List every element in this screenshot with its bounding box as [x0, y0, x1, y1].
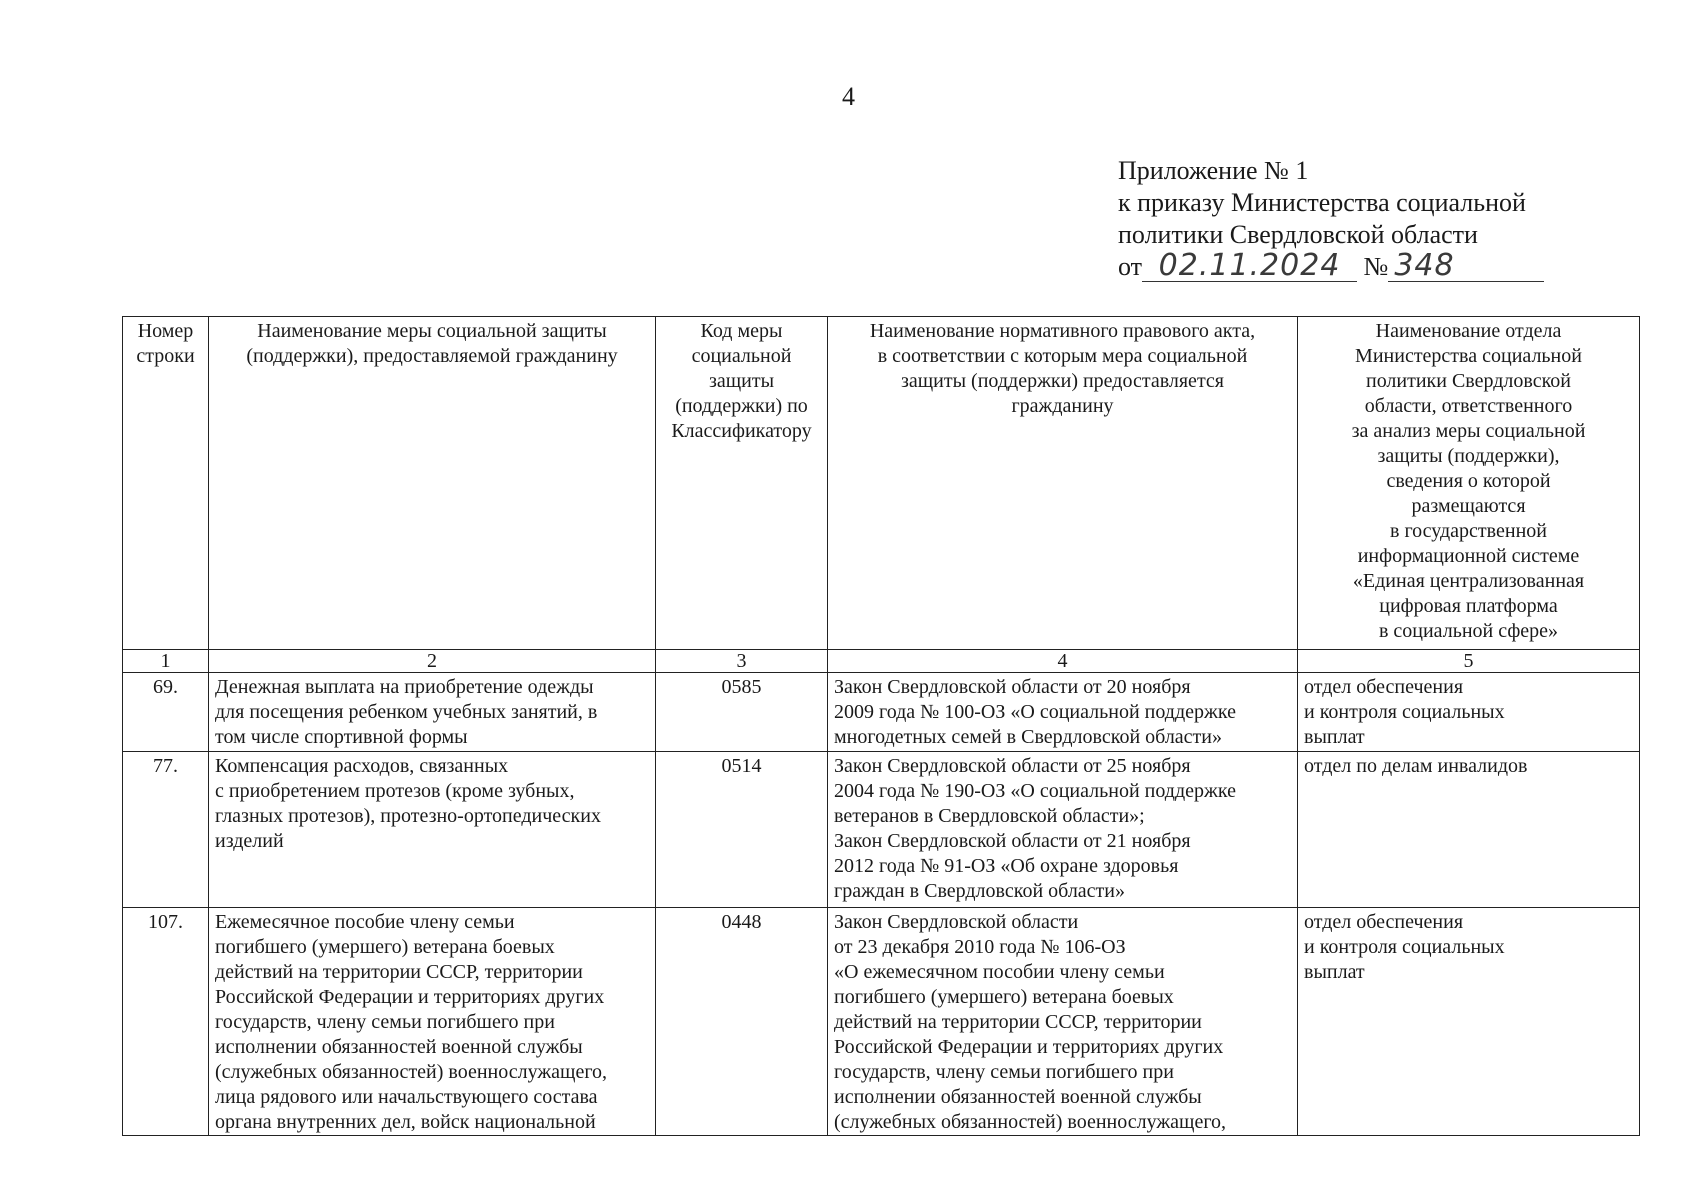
legal-act: Закон Свердловской области от 25 ноября 2004 года № 190-ОЗ «О социальной поддержке ветеранов в Свердловской области»; Закон Свердловской области от 21 ноября 2012 года № 91-ОЗ «Об охране здоровья граждан в Свердловской области» — [828, 752, 1298, 908]
column-number: 3 — [656, 650, 828, 673]
appendix-title: Приложение № 1 — [1118, 156, 1309, 185]
column-number: 2 — [209, 650, 656, 673]
header-measure-code: Код меры социальной защиты (поддержки) по Классификатору — [656, 317, 828, 650]
header-department: Наименование отдела Министерства социальной политики Свердловской области, ответственного за анализ меры социальной защиты (поддержки), сведения о которой размещаются в государственной информационной системе «Единая централизованная цифровая платформа в социальной сфере» — [1298, 317, 1640, 650]
row-number: 77. — [123, 752, 209, 908]
table-row — [123, 908, 1640, 1136]
header-row-number: Номер строки — [123, 317, 209, 650]
column-number: 4 — [828, 650, 1298, 673]
department: отдел обеспечения и контроля социальных выплат — [1298, 673, 1640, 752]
appendix-ministry-line: политики Свердловской области — [1118, 220, 1478, 249]
measure-name: Денежная выплата на приобретение одежды для посещения ребенком учебных занятий, в том числе спортивной формы — [209, 673, 656, 752]
social-measures-table — [122, 316, 1640, 1136]
number-prefix: № — [1363, 252, 1389, 281]
measure-code: 0514 — [656, 752, 828, 908]
appendix-header — [1118, 155, 1658, 283]
handwritten-date: 02.11.2024 — [1142, 251, 1357, 282]
table-header-row — [123, 317, 1640, 650]
date-prefix: от — [1118, 252, 1143, 281]
handwritten-order-number: 348 — [1388, 251, 1544, 282]
measure-code: 0585 — [656, 673, 828, 752]
column-numbers-row — [123, 650, 1640, 673]
measure-name: Ежемесячное пособие члену семьи погибшего (умершего) ветерана боевых действий на территории СССР, территории Российской Федерации и территориях других государств, члену семьи погибшего при исполнении обязанностей военной службы (служебных обязанностей) военнослужащего, лица рядового или начальствующего состава органа внутренних дел, войск национальной — [209, 908, 656, 1136]
measure-name: Компенсация расходов, связанных с приобретением протезов (кроме зубных, глазных протезов), протезно-ортопедических изделий — [209, 752, 656, 908]
appendix-order-line: к приказу Министерства социальной — [1118, 188, 1526, 217]
row-number: 107. — [123, 908, 209, 1136]
page-number: 4 — [842, 82, 855, 111]
column-number: 1 — [123, 650, 209, 673]
legal-act: Закон Свердловской области от 20 ноября 2009 года № 100-ОЗ «О социальной поддержке многодетных семей в Свердловской области» — [828, 673, 1298, 752]
order-date-number-line — [1118, 248, 1658, 283]
column-number: 5 — [1298, 650, 1640, 673]
department: отдел по делам инвалидов — [1298, 752, 1640, 908]
header-measure-name: Наименование меры социальной защиты (поддержки), предоставляемой гражданину — [209, 317, 656, 650]
header-legal-act: Наименование нормативного правового акта, в соответствии с которым мера социальной защиты (поддержки) предоставляется гражданину — [828, 317, 1298, 650]
row-number: 69. — [123, 673, 209, 752]
table-row — [123, 752, 1640, 908]
legal-act: Закон Свердловской области от 23 декабря 2010 года № 106-ОЗ «О ежемесячном пособии члену семьи погибшего (умершего) ветерана боевых действий на территории СССР, территории Российской Федерации и территориях других государств, члену семьи погибшего при исполнении обязанностей военной службы (служебных обязанностей) военнослужащего, — [828, 908, 1298, 1136]
measure-code: 0448 — [656, 908, 828, 1136]
table-row — [123, 673, 1640, 752]
department: отдел обеспечения и контроля социальных выплат — [1298, 908, 1640, 1136]
